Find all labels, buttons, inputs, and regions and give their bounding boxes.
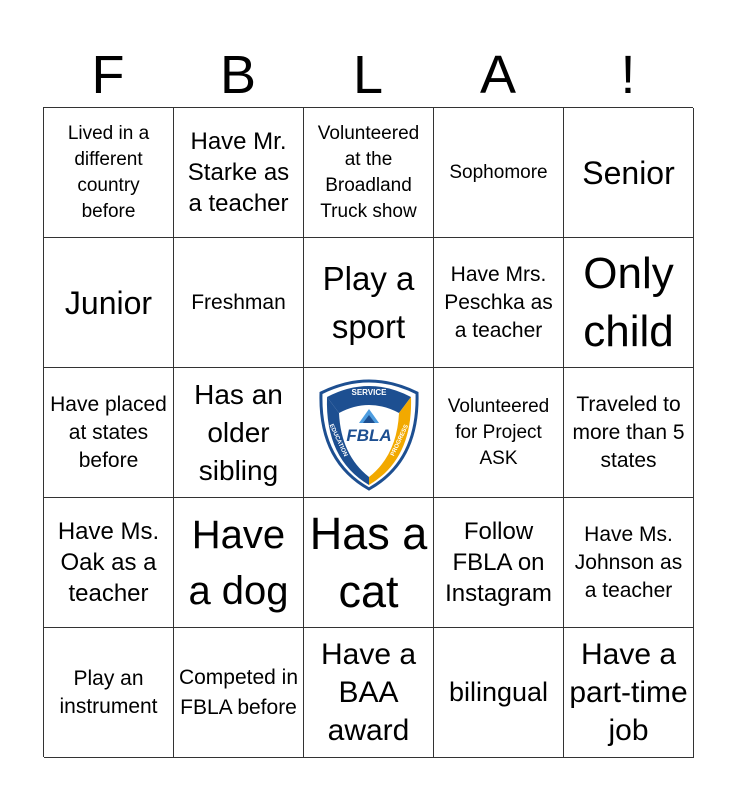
bingo-cell[interactable] bbox=[434, 498, 564, 628]
cell-text: Have a dog bbox=[188, 512, 289, 613]
cell-text: Volunteered at the Broadland Truck show bbox=[317, 122, 420, 222]
header-letter-l: L bbox=[352, 45, 384, 105]
cell-text: Play an instrument bbox=[59, 666, 158, 718]
cell-text: Have Ms. Johnson as a teacher bbox=[574, 522, 683, 602]
bingo-cell[interactable] bbox=[44, 108, 174, 238]
bingo-header bbox=[43, 42, 693, 108]
bingo-cell[interactable] bbox=[44, 498, 174, 628]
cell-text: bilingual bbox=[448, 677, 549, 707]
bingo-cell[interactable] bbox=[304, 238, 434, 368]
bingo-cell[interactable] bbox=[304, 498, 434, 628]
bingo-cell[interactable] bbox=[174, 498, 304, 628]
header-exclamation: ! bbox=[620, 45, 636, 105]
bingo-cell[interactable] bbox=[44, 628, 174, 758]
cell-text: Freshman bbox=[191, 290, 286, 314]
bingo-cell[interactable] bbox=[564, 108, 694, 238]
bingo-cell[interactable] bbox=[434, 108, 564, 238]
logo-word-education: EDUCATION bbox=[327, 422, 348, 458]
free-space-logo-cell[interactable] bbox=[304, 368, 434, 498]
bingo-cell[interactable] bbox=[564, 368, 694, 498]
cell-text: Play a sport bbox=[322, 259, 415, 345]
cell-text: Have Mrs. Peschka as a teacher bbox=[444, 262, 553, 342]
bingo-cell[interactable] bbox=[564, 238, 694, 368]
cell-text: Lived in a different country before bbox=[67, 122, 150, 222]
logo-fbla-text: FBLA bbox=[345, 425, 392, 445]
fbla-logo bbox=[307, 371, 431, 495]
bingo-cell[interactable] bbox=[434, 628, 564, 758]
bingo-cell[interactable] bbox=[564, 628, 694, 758]
bingo-cell[interactable] bbox=[174, 108, 304, 238]
bingo-cell[interactable] bbox=[44, 368, 174, 498]
cell-text: Has a cat bbox=[309, 507, 428, 617]
cell-text: Junior bbox=[64, 284, 153, 321]
logo-word-progress: PROGRESS bbox=[389, 423, 410, 457]
cell-text: Traveled to more than 5 states bbox=[572, 392, 685, 472]
cell-text: Follow FBLA on Instagram bbox=[445, 518, 552, 607]
bingo-cell[interactable] bbox=[304, 108, 434, 238]
bingo-cell[interactable] bbox=[434, 238, 564, 368]
cell-text: Have a BAA award bbox=[320, 637, 417, 747]
bingo-cell[interactable] bbox=[44, 238, 174, 368]
logo-word-service: SERVICE bbox=[351, 387, 386, 397]
cell-text: Sophomore bbox=[449, 161, 548, 183]
bingo-grid bbox=[43, 107, 693, 757]
cell-text: Have Mr. Starke as a teacher bbox=[187, 128, 290, 217]
bingo-cell[interactable] bbox=[174, 238, 304, 368]
cell-text: Volunteered for Project ASK bbox=[447, 395, 550, 469]
bingo-cell[interactable] bbox=[564, 498, 694, 628]
bingo-cell[interactable] bbox=[174, 368, 304, 498]
header-letter-f: F bbox=[91, 45, 125, 105]
cell-text: Competed in FBLA before bbox=[178, 665, 299, 719]
cell-text: Has an older sibling bbox=[194, 378, 283, 486]
bingo-cell[interactable] bbox=[304, 628, 434, 758]
header-letter-a: A bbox=[479, 45, 517, 105]
bingo-cell[interactable] bbox=[434, 368, 564, 498]
cell-text: Senior bbox=[582, 154, 675, 191]
cell-text: Have placed at states before bbox=[50, 392, 167, 472]
cell-text: Only child bbox=[583, 248, 674, 356]
cell-text: Have a part-time job bbox=[569, 637, 688, 747]
header-letter-b: B bbox=[219, 45, 257, 105]
cell-text: Have Ms. Oak as a teacher bbox=[57, 518, 160, 607]
bingo-cell[interactable] bbox=[174, 628, 304, 758]
